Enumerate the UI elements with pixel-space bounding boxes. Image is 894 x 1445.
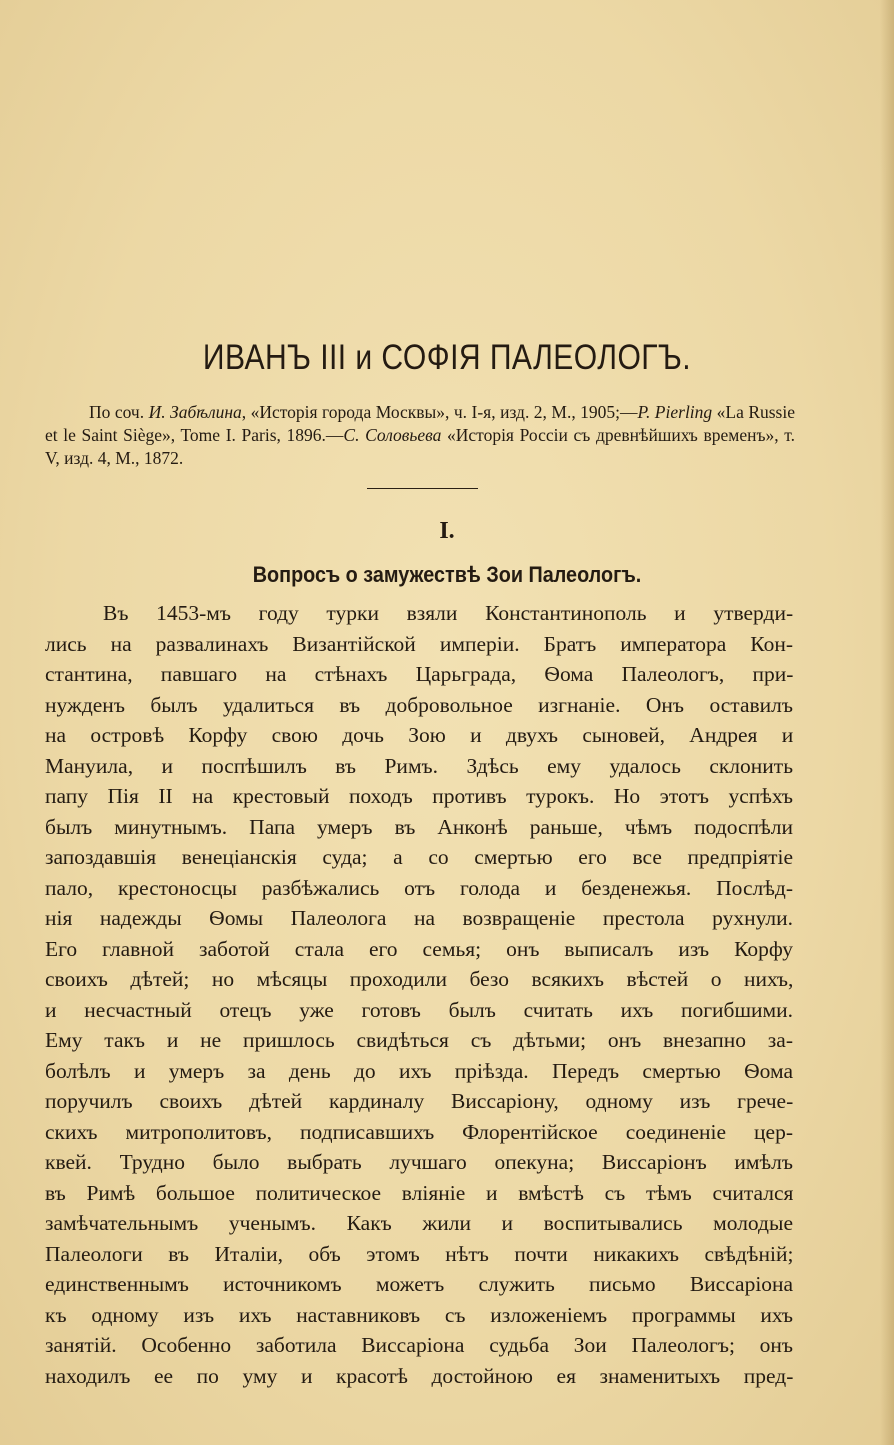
body-line: занятій. Особенно заботила Виссаріона судьба Зои Палеологъ; онъ: [45, 1333, 793, 1357]
body-line: въ Римѣ большое политическое вліяніе и вмѣстѣ съ тѣмъ считался: [45, 1180, 794, 1205]
body-line: болѣлъ и умеръ за день до ихъ пріѣзда. Передъ смертью Ѳома: [45, 1058, 793, 1083]
body-line: находилъ ее по уму и красотѣ достойною ея знаменитыхъ пред-: [45, 1363, 794, 1388]
body-line: Палеологи въ Италіи, объ этомъ нѣтъ почти никакихъ свѣдѣній;: [45, 1241, 794, 1266]
section-title: Вопросъ о замужествѣ Зои Палеологъ.: [252, 562, 642, 587]
section-number: I.: [439, 518, 455, 544]
source-references: [45, 401, 795, 470]
source-author-3: С. Соловьева: [343, 425, 442, 445]
body-line: Въ 1453-мъ году турки взяли Константинополь и утверди-: [103, 601, 794, 625]
body-line: квей. Трудно было выбрать лучшаго опекуна; Виссаріонъ имѣлъ: [45, 1150, 793, 1174]
body-line: папу Пія II на крестовый походъ противъ турокъ. Но этотъ успѣхъ: [45, 784, 793, 808]
body-line: на островѣ Корфу свою дочь Зою и двухъ сыновей, Андрея и: [45, 723, 794, 747]
body-line: единственнымъ источникомъ можетъ служить письмо Виссаріона: [45, 1272, 794, 1296]
source-work-1: , «Исторія города Москвы», ч. I-я, изд. 2, М., 1905;—: [241, 402, 638, 422]
chapter-title: ИВАНЪ III и СОФІЯ ПАЛЕОЛОГЪ.: [202, 338, 692, 377]
body-line: поручилъ своихъ дѣтей кардиналу Виссаріону, одному изъ грече-: [45, 1089, 794, 1113]
body-line: былъ минутнымъ. Папа умеръ въ Анконѣ раньше, чѣмъ подоспѣли: [45, 814, 793, 839]
body-line: пало, крестоносцы разбѣжались отъ голода и безденежья. Послѣд-: [45, 875, 793, 900]
body-line: своихъ дѣтей; но мѣсяцы проходили безо всякихъ вѣстей о нихъ,: [45, 967, 794, 991]
body-line: и несчастный отецъ уже готовъ былъ считать ихъ погибшими.: [45, 997, 794, 1022]
source-work-3: «Исторія Россіи съ древнѣйшихъ временъ», т. V, изд. 4, М., 1872.: [45, 425, 795, 468]
body-line: Его главной заботой стала его семья; онъ выписалъ изъ Корфу: [45, 936, 793, 961]
body-line: стантина, павшаго на стѣнахъ Царьграда, Ѳома Палеологъ, при-: [45, 662, 794, 686]
body-line: къ одному изъ ихъ наставниковъ съ изложеніемъ программы ихъ: [45, 1302, 793, 1327]
body-line: нужденъ былъ удалиться въ добровольное изгнаніе. Онъ оставилъ: [45, 692, 793, 717]
body-line: лись на развалинахъ Византійской имперіи. Братъ императора Кон-: [45, 631, 793, 656]
page-edge-shadow: [880, 0, 894, 1445]
body-line: запоздавшія венеціанскія суда; а со смертью его все предпріятіе: [45, 845, 793, 869]
body-line: Мануила, и поспѣшилъ въ Римъ. Здѣсь ему удалось склонить: [45, 753, 793, 778]
body-line: замѣчательнымъ ученымъ. Какъ жили и воспитывались молодые: [45, 1211, 793, 1235]
body-line: скихъ митрополитовъ, подписавшихъ Флорентійское соединеніе цер-: [45, 1119, 793, 1144]
body-line: нія надежды Ѳомы Палеолога на возвращеніе престола рухнули.: [45, 906, 793, 930]
sources-prefix: По соч.: [89, 402, 149, 422]
source-author-2: P. Pierling: [637, 402, 713, 422]
source-author-1: И. Забѣлина: [148, 402, 242, 422]
body-line: Ему такъ и не пришлось свидѣться съ дѣтьми; онъ внезапно за-: [45, 1028, 793, 1052]
body-paragraph: [45, 598, 793, 1391]
separator-rule: [367, 488, 478, 489]
source-work-2: «La Russie et le Saint Siège», Tome I. Paris, 1896.—: [45, 402, 795, 445]
